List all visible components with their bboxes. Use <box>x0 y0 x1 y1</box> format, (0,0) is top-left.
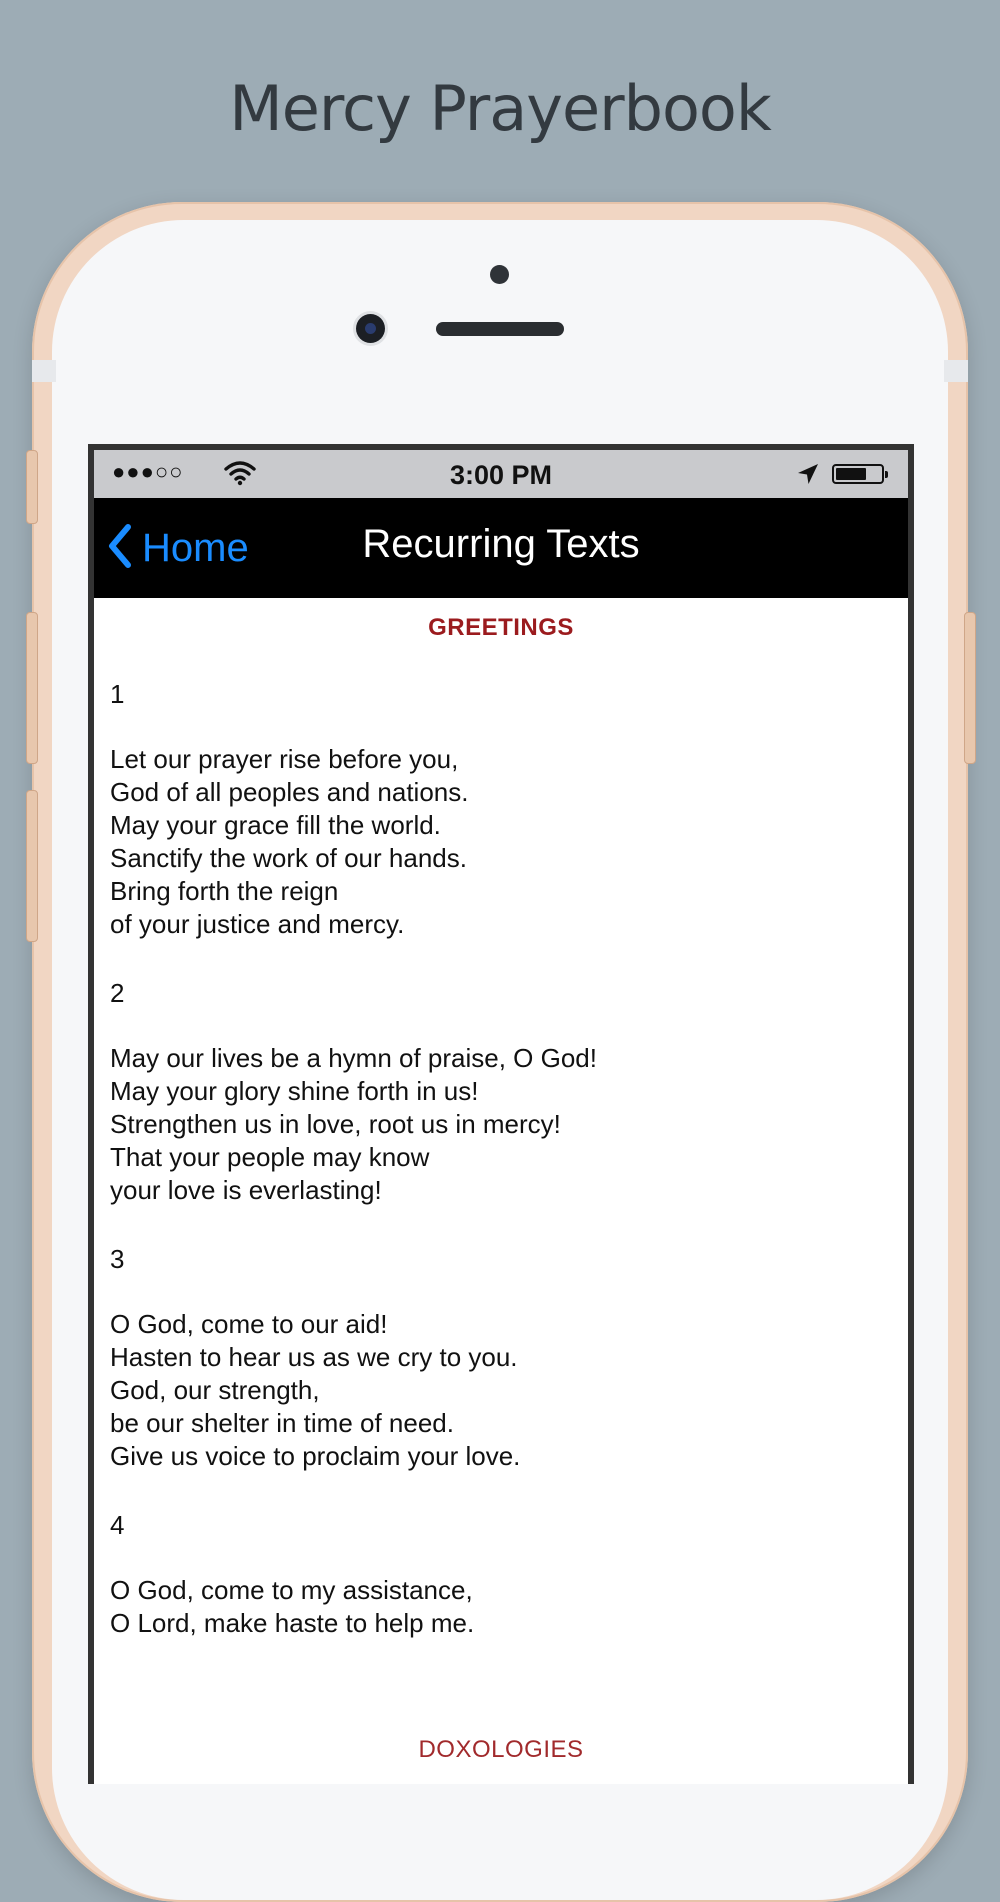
prayer-line: Bring forth the reign <box>110 876 339 906</box>
prayer-line: Let our prayer rise before you, <box>110 744 459 774</box>
promo-title: Mercy Prayerbook <box>229 72 771 145</box>
signal-strength-icon: ●●●○○ <box>112 459 184 484</box>
prayer-line: May your glory shine forth in us! <box>110 1076 479 1106</box>
status-bar <box>94 450 908 498</box>
prayer-line: That your people may know <box>110 1142 430 1172</box>
antenna-band-right <box>944 360 968 382</box>
power-button <box>964 612 976 764</box>
front-camera <box>356 314 385 343</box>
prayer-line: O Lord, make haste to help me. <box>110 1608 475 1638</box>
prayer-text <box>110 1308 908 1473</box>
prayer-line: Strengthen us in love, root us in mercy! <box>110 1109 561 1139</box>
prayer-line: Give us voice to proclaim your love. <box>110 1441 521 1471</box>
navigation-bar <box>94 498 908 598</box>
proximity-sensor <box>490 265 509 284</box>
prayer-text <box>110 743 908 941</box>
status-time: 3:00 PM <box>449 460 553 490</box>
prayer-line: be our shelter in time of need. <box>110 1408 454 1438</box>
prayer-block <box>94 678 908 941</box>
prayer-text <box>110 1574 908 1640</box>
phone-screen <box>88 444 914 1784</box>
antenna-band-left <box>32 360 56 382</box>
doxologies-heading: DOXOLOGIES <box>418 1736 584 1763</box>
greetings-heading: GREETINGS <box>428 614 574 641</box>
prayer-line: O God, come to my assistance, <box>110 1575 473 1605</box>
prayer-line: Sanctify the work of our hands. <box>110 843 467 873</box>
back-button-label: Home <box>142 525 249 570</box>
prayer-line: May our lives be a hymn of praise, O God! <box>110 1043 597 1073</box>
prayer-block <box>94 1509 908 1640</box>
prayer-line: Hasten to hear us as we cry to you. <box>110 1342 518 1372</box>
prayer-block <box>94 1243 908 1473</box>
text-content[interactable] <box>94 598 908 1784</box>
prayer-block <box>94 977 908 1207</box>
prayer-number: 3 <box>110 1244 125 1274</box>
nav-title: Recurring Texts <box>362 522 640 566</box>
prayer-text <box>110 1042 908 1207</box>
mute-switch <box>26 450 38 524</box>
prayer-line: God of all peoples and nations. <box>110 777 469 807</box>
prayer-number: 4 <box>110 1510 125 1540</box>
prayer-line: your love is everlasting! <box>110 1175 382 1205</box>
location-arrow-icon <box>796 462 820 491</box>
prayer-line: O God, come to our aid! <box>110 1309 388 1339</box>
prayer-line: God, our strength, <box>110 1375 320 1405</box>
volume-down-button <box>26 790 38 942</box>
prayer-line: May your grace fill the world. <box>110 810 441 840</box>
volume-up-button <box>26 612 38 764</box>
earpiece-speaker <box>436 322 564 336</box>
prayer-number: 2 <box>110 978 125 1008</box>
prayer-number: 1 <box>110 679 125 709</box>
prayer-line: of your justice and mercy. <box>110 909 405 939</box>
battery-icon <box>832 464 884 484</box>
